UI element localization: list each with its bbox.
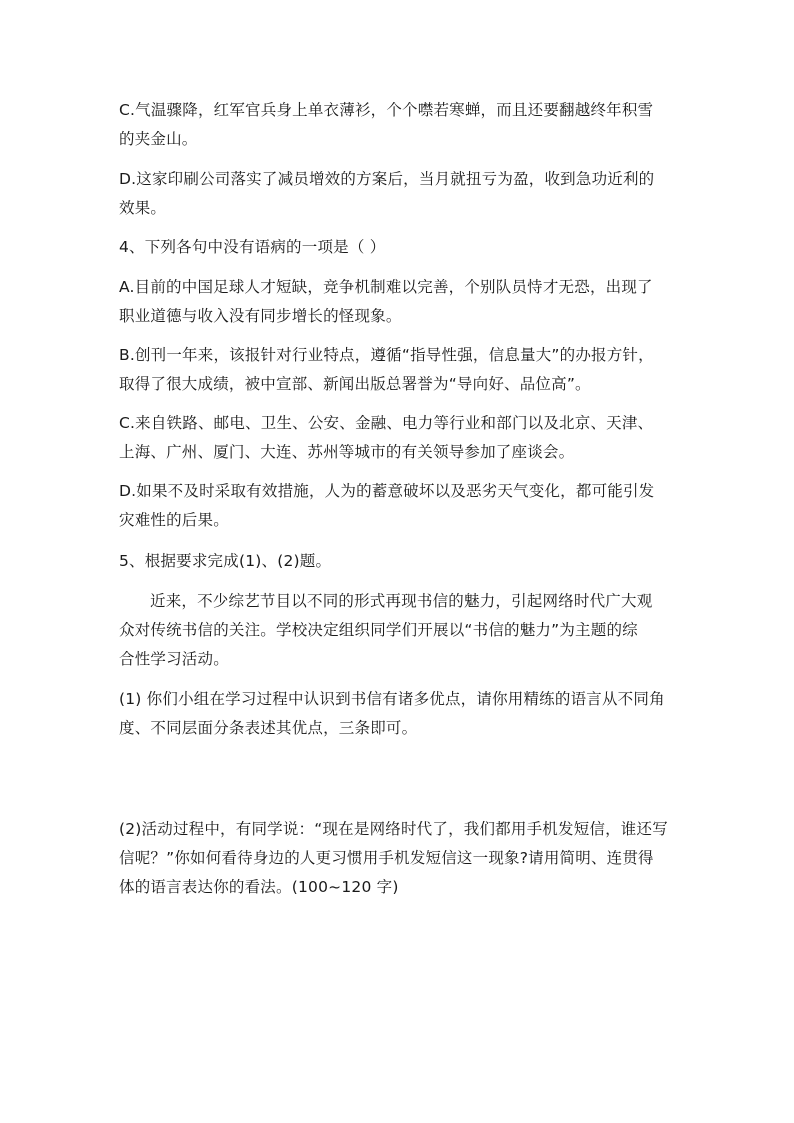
q4-option-b — [119, 341, 679, 399]
q3-option-d — [119, 165, 679, 223]
q4-option-d-line1: D.如果不及时采取有效措施，人为的蓄意破坏以及恶劣天气变化，都可能引发 — [119, 482, 655, 500]
q5-sub1 — [119, 685, 679, 743]
q5-sub2-line1: (2)活动过程中，有同学说：“现在是网络时代了，我们都用手机发短信，谁还写 — [119, 820, 668, 838]
q5-sub1-line2: 度、不同层面分条表述其优点，三条即可。 — [119, 719, 418, 737]
q4-stem-text: 4、下列各句中没有语病的一项是（ ） — [119, 238, 386, 256]
q4-option-c-line1: C.来自铁路、邮电、卫生、公安、金融、电力等行业和部门以及北京、天津、 — [119, 414, 654, 432]
q4-option-d — [119, 477, 679, 535]
q5-stem-text: 5、根据要求完成(1)、(2)题。 — [119, 552, 332, 570]
q5-intro-line2: 众对传统书信的关注。学校决定组织同学们开展以“书信的魅力”为主题的综 — [119, 621, 638, 639]
q5-sub2 — [119, 815, 679, 902]
q4-option-c-line2: 上海、广州、厦门、大连、苏州等城市的有关领导参加了座谈会。 — [119, 443, 575, 461]
q4-option-b-line1: B.创刊一年来，该报针对行业特点，遵循“指导性强，信息量大”的办报方针， — [119, 346, 654, 364]
q4-option-b-line2: 取得了很大成绩，被中宣部、新闻出版总署誉为“导向好、品位高”。 — [119, 375, 591, 393]
q4-option-a-line2: 职业道德与收入没有同步增长的怪现象。 — [119, 307, 402, 325]
q4-option-d-line2: 灾难性的后果。 — [119, 511, 229, 529]
q3-option-d-line2: 效果。 — [119, 199, 167, 217]
q4-stem — [119, 233, 679, 262]
q5-intro-line3: 合性学习活动。 — [119, 650, 229, 668]
q5-stem — [119, 547, 679, 576]
q3-option-c-line2: 的夹金山。 — [119, 130, 198, 148]
q4-option-c — [119, 409, 679, 467]
q4-option-a-line1: A.目前的中国足球人才短缺，竞争机制难以完善，个别队员恃才无恐，出现了 — [119, 278, 653, 296]
q3-option-c-line1: C.气温骤降，红军官兵身上单衣薄衫，个个噤若寒蝉，而且还要翻越终年积雪 — [119, 101, 654, 119]
q5-sub1-line1: (1) 你们小组在学习过程中认识到书信有诸多优点，请你用精练的语言从不同角 — [119, 690, 665, 708]
q5-sub2-line2: 信呢？”你如何看待身边的人更习惯用手机发短信这一现象?请用简明、连贯得 — [119, 849, 654, 867]
q4-option-a — [119, 273, 679, 331]
q5-sub2-line3: 体的语言表达你的看法。(100~120 字) — [119, 878, 399, 896]
q3-option-c — [119, 96, 679, 154]
q5-intro-line1: 近来，不少综艺节目以不同的形式再现书信的魅力，引起网络时代广大观 — [150, 592, 653, 610]
q3-option-d-line1: D.这家印刷公司落实了减员增效的方案后，当月就扭亏为盈，收到急功近利的 — [119, 170, 655, 188]
q5-intro — [119, 587, 679, 674]
